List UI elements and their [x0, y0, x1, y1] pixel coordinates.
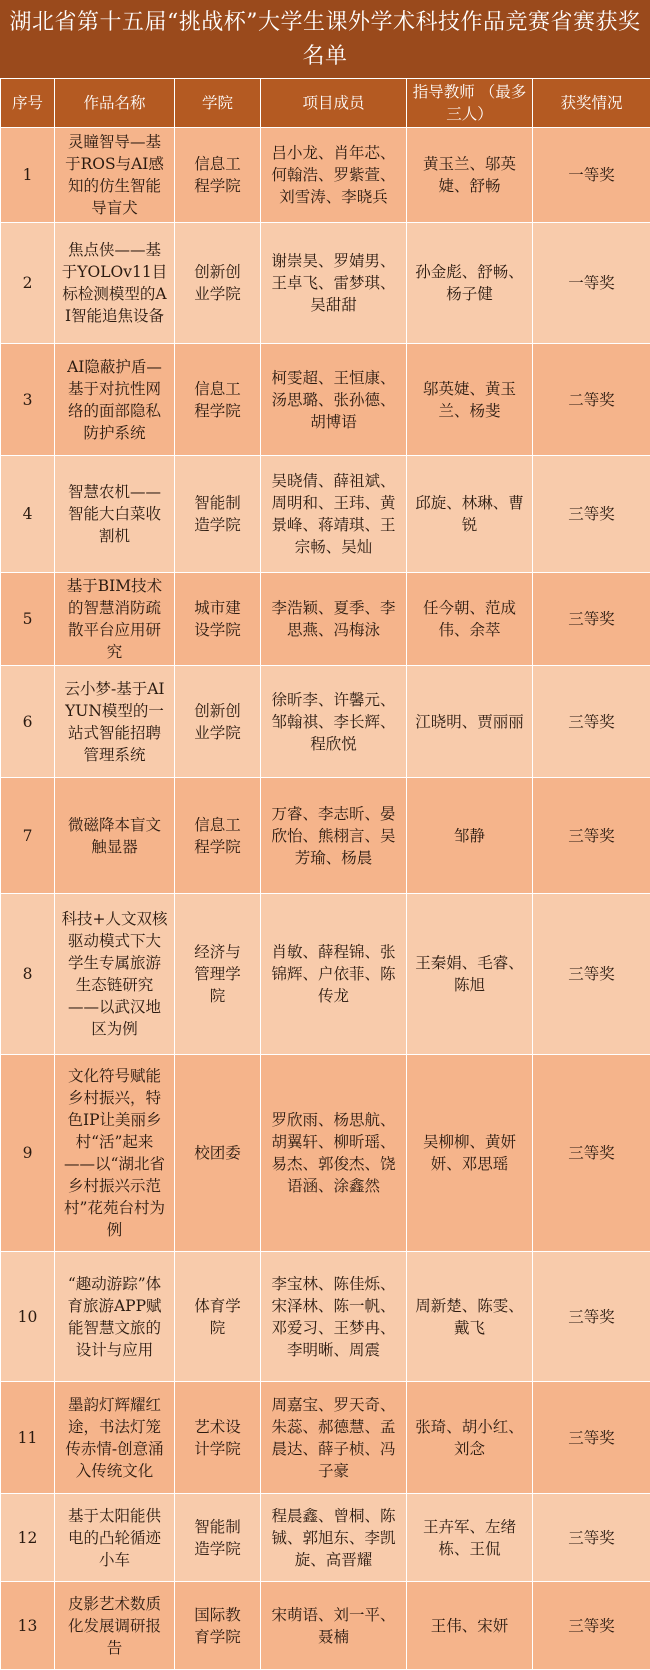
cell-award: 二等奖 — [533, 344, 650, 456]
cell-no: 2 — [1, 223, 55, 344]
cell-college: 校团委 — [175, 1055, 261, 1252]
cell-work-name: 基于太阳能供电的凸轮循迹小车 — [55, 1494, 175, 1582]
cell-teacher: 江晓明、贾丽丽 — [407, 666, 533, 778]
cell-members: 徐昕李、许馨元、邹翰祺、李长辉、程欣悦 — [261, 666, 407, 778]
cell-members: 柯雯超、王恒康、汤思璐、张孙德、胡博语 — [261, 344, 407, 456]
cell-teacher: 孙金彪、舒畅、杨子健 — [407, 223, 533, 344]
cell-work-name: 文化符号赋能乡村振兴，特色IP让美丽乡村“活”起来——以“湖北省乡村振兴示范村”花苑台村为例 — [55, 1055, 175, 1252]
header-no: 序号 — [1, 79, 55, 128]
cell-work-name: “趣动游踪”体育旅游APP赋能智慧文旅的设计与应用 — [55, 1252, 175, 1382]
cell-members: 谢崇昊、罗婧男、王卓飞、雷梦琪、吴甜甜 — [261, 223, 407, 344]
cell-no: 4 — [1, 456, 55, 573]
cell-college: 创新创业学院 — [175, 666, 261, 778]
table-row — [1, 666, 650, 778]
cell-work-name: 科技+人文双核驱动模式下大学生专属旅游生态链研究——以武汉地区为例 — [55, 894, 175, 1055]
cell-members: 宋萌语、刘一平、聂楠 — [261, 1582, 407, 1670]
cell-teacher: 张琦、胡小红、刘念 — [407, 1382, 533, 1494]
table-row — [1, 344, 650, 456]
cell-award: 三等奖 — [533, 1582, 650, 1670]
cell-work-name: AI隐蔽护盾—基于对抗性网络的面部隐私防护系统 — [55, 344, 175, 456]
cell-work-name: 皮影艺术数质化发展调研报告 — [55, 1582, 175, 1670]
cell-no: 13 — [1, 1582, 55, 1670]
cell-no: 11 — [1, 1382, 55, 1494]
cell-award: 三等奖 — [533, 778, 650, 894]
cell-college: 体育学院 — [175, 1252, 261, 1382]
cell-award: 三等奖 — [533, 573, 650, 666]
cell-college: 信息工程学院 — [175, 344, 261, 456]
cell-members: 李浩颖、夏季、李思燕、冯梅泳 — [261, 573, 407, 666]
cell-teacher: 黄玉兰、邬英婕、舒畅 — [407, 128, 533, 223]
cell-members: 吕小龙、肖年芯、何翰浩、罗紫萱、刘雪涛、李晓兵 — [261, 128, 407, 223]
cell-no: 12 — [1, 1494, 55, 1582]
cell-award: 一等奖 — [533, 223, 650, 344]
cell-award: 三等奖 — [533, 666, 650, 778]
cell-college: 智能制造学院 — [175, 1494, 261, 1582]
cell-college: 艺术设计学院 — [175, 1382, 261, 1494]
cell-no: 7 — [1, 778, 55, 894]
cell-work-name: 微磁降本盲文触显器 — [55, 778, 175, 894]
cell-work-name: 智慧农机——智能大白菜收割机 — [55, 456, 175, 573]
cell-award: 三等奖 — [533, 456, 650, 573]
cell-members: 吴晓倩、薛祖斌、周明和、王玮、黄景峰、蒋靖琪、王宗畅、吴灿 — [261, 456, 407, 573]
cell-teacher: 邬英婕、黄玉兰、杨斐 — [407, 344, 533, 456]
header-members: 项目成员 — [261, 79, 407, 128]
cell-members: 程晨鑫、曾桐、陈铖、郭旭东、李凯旋、高晋耀 — [261, 1494, 407, 1582]
cell-teacher: 吴柳柳、黄妍妍、邓思瑶 — [407, 1055, 533, 1252]
table-header-row — [1, 79, 650, 128]
cell-no: 3 — [1, 344, 55, 456]
table-row — [1, 778, 650, 894]
table-row — [1, 1582, 650, 1670]
cell-members: 罗欣雨、杨思航、胡翼轩、柳昕瑶、易杰、郭俊杰、饶语涵、涂鑫然 — [261, 1055, 407, 1252]
cell-award: 三等奖 — [533, 1055, 650, 1252]
cell-members: 周嘉宝、罗天奇、朱蕊、郝德慧、孟晨达、薛子桢、冯子豪 — [261, 1382, 407, 1494]
table-row — [1, 1494, 650, 1582]
table-row — [1, 456, 650, 573]
cell-teacher: 任今朝、范成伟、余萃 — [407, 573, 533, 666]
cell-college: 信息工程学院 — [175, 128, 261, 223]
cell-no: 1 — [1, 128, 55, 223]
table-row — [1, 1252, 650, 1382]
cell-teacher: 王伟、宋妍 — [407, 1582, 533, 1670]
cell-work-name: 墨韵灯辉耀红途，书法灯笼传赤情-创意涌入传统文化 — [55, 1382, 175, 1494]
cell-award: 三等奖 — [533, 1494, 650, 1582]
cell-work-name: 灵瞳智导—基于ROS与AI感知的仿生智能导盲犬 — [55, 128, 175, 223]
header-work-name: 作品名称 — [55, 79, 175, 128]
cell-members: 李宝林、陈佳烁、宋泽林、陈一帆、邓爱习、王梦冉、李明晰、周震 — [261, 1252, 407, 1382]
cell-award: 一等奖 — [533, 128, 650, 223]
cell-teacher: 邹静 — [407, 778, 533, 894]
table-row — [1, 1055, 650, 1252]
cell-college: 国际教育学院 — [175, 1582, 261, 1670]
table-row — [1, 894, 650, 1055]
cell-work-name: 焦点侠——基于YOLOv11目标检测模型的AI智能追焦设备 — [55, 223, 175, 344]
table-row — [1, 128, 650, 223]
cell-work-name: 基于BIM技术的智慧消防疏散平台应用研究 — [55, 573, 175, 666]
cell-no: 8 — [1, 894, 55, 1055]
cell-no: 9 — [1, 1055, 55, 1252]
cell-award: 三等奖 — [533, 1252, 650, 1382]
cell-college: 创新创业学院 — [175, 223, 261, 344]
cell-college: 城市建设学院 — [175, 573, 261, 666]
cell-college: 经济与管理学院 — [175, 894, 261, 1055]
cell-work-name: 云小梦-基于AIYUN模型的一站式智能招聘管理系统 — [55, 666, 175, 778]
award-table — [0, 78, 650, 1670]
header-award: 获奖情况 — [533, 79, 650, 128]
table-row — [1, 573, 650, 666]
header-teacher: 指导教师 （最多三人） — [407, 79, 533, 128]
page-title: 湖北省第十五届“挑战杯”大学生课外学术科技作品竞赛省赛获奖名单 — [0, 0, 650, 78]
cell-teacher: 周新楚、陈雯、戴飞 — [407, 1252, 533, 1382]
cell-college: 智能制造学院 — [175, 456, 261, 573]
cell-members: 万睿、李志昕、晏欣怡、熊栩言、吴芳瑜、杨晨 — [261, 778, 407, 894]
header-college: 学院 — [175, 79, 261, 128]
table-row — [1, 1382, 650, 1494]
cell-members: 肖敏、薛程锦、张锦辉、户依菲、陈传龙 — [261, 894, 407, 1055]
cell-award: 三等奖 — [533, 1382, 650, 1494]
cell-teacher: 王卉军、左绪栋、王侃 — [407, 1494, 533, 1582]
cell-no: 6 — [1, 666, 55, 778]
cell-no: 5 — [1, 573, 55, 666]
cell-teacher: 王秦娟、毛睿、陈旭 — [407, 894, 533, 1055]
cell-award: 三等奖 — [533, 894, 650, 1055]
cell-college: 信息工程学院 — [175, 778, 261, 894]
cell-teacher: 邱旋、林琳、曹锐 — [407, 456, 533, 573]
table-row — [1, 223, 650, 344]
cell-no: 10 — [1, 1252, 55, 1382]
